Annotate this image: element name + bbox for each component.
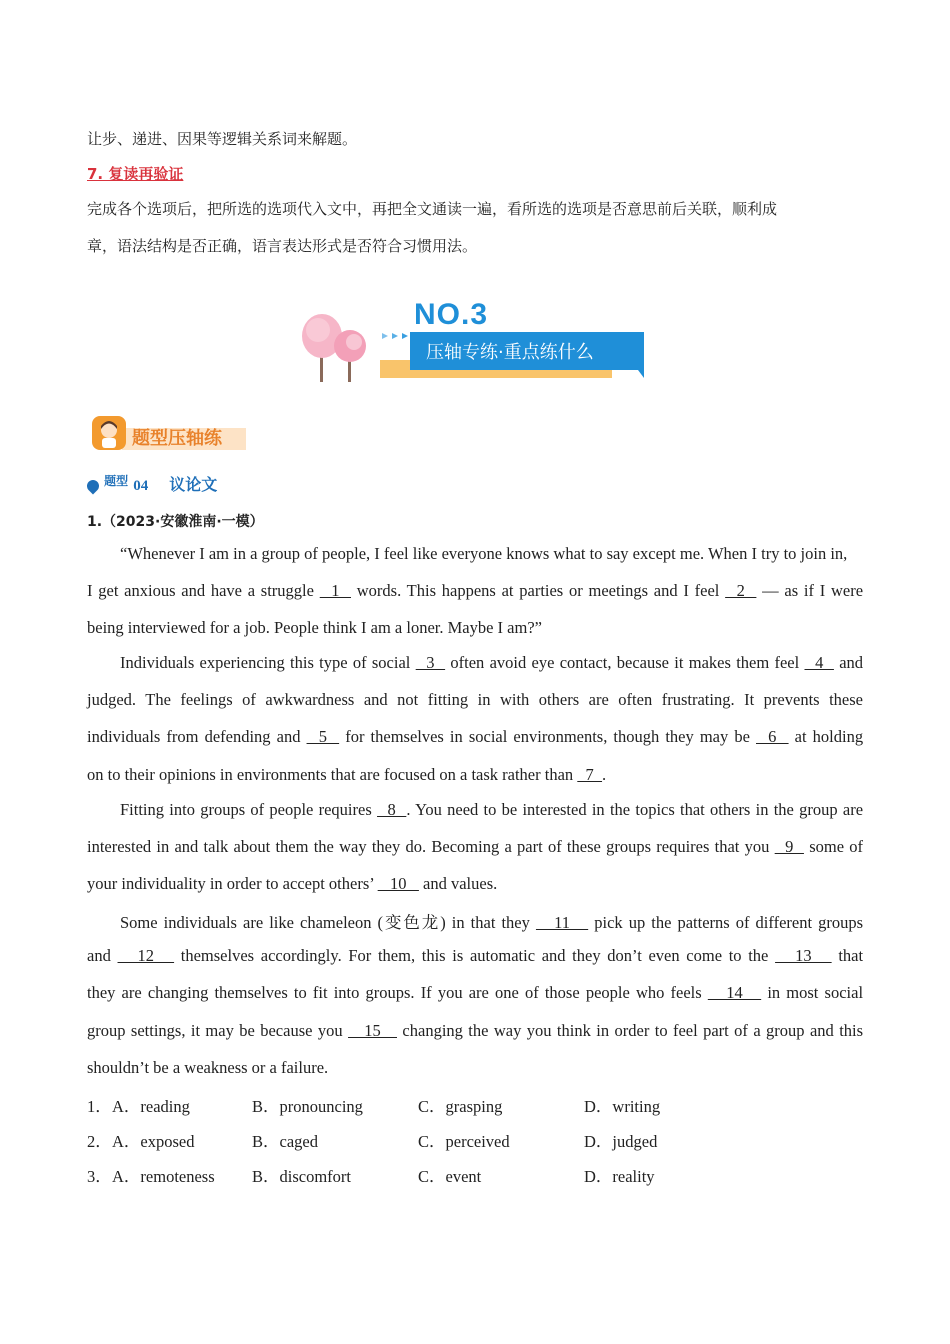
type-number: 04 xyxy=(133,478,149,494)
blank-5[interactable]: 5 xyxy=(306,727,340,746)
option-d[interactable]: D．reality xyxy=(584,1167,655,1186)
intro-line: 让步、递进、因果等逻辑关系词来解题。 xyxy=(87,130,358,148)
p4-line-2 xyxy=(87,946,863,966)
blank-7[interactable]: 7 xyxy=(577,765,603,784)
text-run: I get anxious and have a struggle xyxy=(87,581,314,600)
option-number: 2． xyxy=(87,1132,112,1151)
p1-line-2 xyxy=(87,581,863,601)
text-run: your individuality in order to accept others’ xyxy=(87,874,374,893)
p2-line-1 xyxy=(120,653,863,673)
text-run: and xyxy=(839,653,864,672)
p2-line-3 xyxy=(87,727,863,747)
text-run: group settings, it may be because you xyxy=(87,1021,343,1040)
option-c[interactable]: C．grasping xyxy=(418,1097,503,1116)
step7-line-2: 章，语法结构是否正确，语言表达形式是否符合习惯用法。 xyxy=(87,237,478,255)
text-run: words. This happens at parties or meetings and I feel xyxy=(356,581,720,600)
banner-subtitle: 压轴专练·重点练什么 xyxy=(426,342,594,363)
teacher-avatar-icon xyxy=(92,416,126,450)
text-run: in most social xyxy=(767,983,864,1002)
option-a[interactable]: A．exposed xyxy=(112,1132,195,1151)
p3-line-2 xyxy=(87,837,863,857)
blank-9[interactable]: 9 xyxy=(774,837,804,856)
step7-heading-row xyxy=(87,163,863,184)
p4-line-4 xyxy=(87,1021,863,1041)
blank-14[interactable]: 14 xyxy=(707,983,762,1002)
no3-banner xyxy=(298,298,648,384)
text-run: often avoid eye contact, because it makes them feel xyxy=(450,653,800,672)
text-run: they are changing themselves to fit into groups. If you are one of those people who feels xyxy=(87,983,702,1002)
option-d[interactable]: D．writing xyxy=(584,1097,661,1116)
option-a[interactable]: A．remoteness xyxy=(112,1167,215,1186)
text-run: interested in and talk about them the way they do. Becoming a part of these groups requires that you xyxy=(87,837,770,856)
blank-6[interactable]: 6 xyxy=(756,727,789,746)
step7-line-1: 完成各个选项后，把所选的选项代入文中，再把全文通读一遍，看所选的选项是否意思前后关联，顺利成 xyxy=(87,200,778,218)
text-run: Individuals experiencing this type of social xyxy=(120,653,411,672)
banner-number: NO.3 xyxy=(414,298,489,331)
blank-4[interactable]: 4 xyxy=(804,653,834,672)
text-run: on to their opinions in environments that are focused on a task rather than xyxy=(87,765,574,784)
text-run: some of xyxy=(809,837,864,856)
text-run: — as if I were xyxy=(762,581,864,600)
blank-1[interactable]: 1 xyxy=(319,581,351,600)
option-b[interactable]: B．pronouncing xyxy=(252,1097,363,1116)
type-title: 议论文 xyxy=(169,475,218,494)
text-run: Some individuals are like chameleon (变色龙) in that they xyxy=(120,913,530,932)
text-run: and xyxy=(87,946,111,965)
p1-line-3: being interviewed for a job. People think I am a loner. Maybe I am?” xyxy=(87,618,542,637)
text-run: pick up the patterns of different groups xyxy=(594,913,864,932)
p2-line-2: judged. The feelings of awkwardness and not fitting in with others are often frustrating. It prevents these xyxy=(87,690,863,709)
blank-12[interactable]: 12 xyxy=(117,946,175,965)
blank-10[interactable]: 10 xyxy=(377,874,419,893)
blank-11[interactable]: 11 xyxy=(535,913,589,932)
text-run: themselves accordingly. For them, this is automatic and they don’t even come to the xyxy=(180,946,769,965)
p4-line-1 xyxy=(120,909,863,933)
blank-3[interactable]: 3 xyxy=(415,653,446,672)
option-a[interactable]: A．reading xyxy=(112,1097,190,1116)
option-d[interactable]: D．judged xyxy=(584,1132,658,1151)
option-c[interactable]: C．event xyxy=(418,1167,482,1186)
p3-line-3 xyxy=(87,874,863,894)
p3-line-1 xyxy=(120,800,863,820)
option-c[interactable]: C．perceived xyxy=(418,1132,510,1151)
text-run: that xyxy=(838,946,864,965)
p1-line-1: “Whenever I am in a group of people, I feel like everyone knows what to say except me. When I try to join in, xyxy=(120,544,848,563)
text-run: and values. xyxy=(423,874,498,893)
text-run: individuals from defending and xyxy=(87,727,301,746)
text-run: for themselves in social environments, though they may be xyxy=(345,727,750,746)
option-b[interactable]: B．caged xyxy=(252,1132,318,1151)
question-title: 1.（2023·安徽淮南·一模） xyxy=(87,514,264,530)
badge-label: 题型压轴练 xyxy=(132,428,222,449)
blank-2[interactable]: 2 xyxy=(725,581,757,600)
p2-line-4 xyxy=(87,765,863,785)
p4-line-5: shouldn’t be a weakness or a failure. xyxy=(87,1058,329,1077)
type-header xyxy=(87,472,217,496)
text-run: Fitting into groups of people requires xyxy=(120,800,372,819)
step7-heading: 7. 复读再验证 xyxy=(87,165,184,183)
text-run: . You need to be interested in the topics that others in the group are xyxy=(406,800,864,819)
section-badge xyxy=(92,416,248,452)
option-b[interactable]: B．discomfort xyxy=(252,1167,351,1186)
type-tag: 题型 xyxy=(104,474,129,488)
text-run: at holding xyxy=(794,727,864,746)
blank-8[interactable]: 8 xyxy=(377,800,407,819)
p4-line-3 xyxy=(87,983,863,1003)
location-pin-icon xyxy=(85,477,102,494)
option-number: 3． xyxy=(87,1167,112,1186)
blank-13[interactable]: 13 xyxy=(775,946,832,965)
text-run: changing the way you think in order to feel part of a group and this xyxy=(402,1021,864,1040)
text-run: . xyxy=(602,765,607,784)
option-number: 1． xyxy=(87,1097,112,1116)
blank-15[interactable]: 15 xyxy=(348,1021,397,1040)
